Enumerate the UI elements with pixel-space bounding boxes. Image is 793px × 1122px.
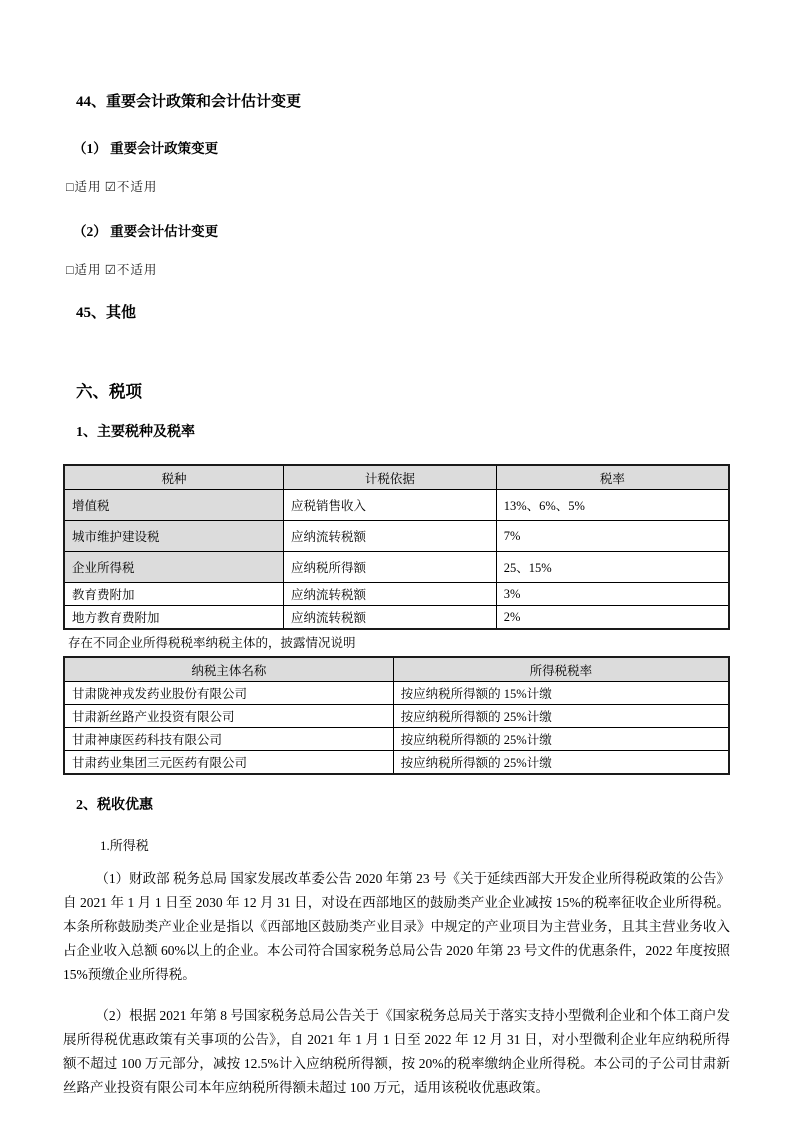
tax-type-cell: 教育费附加: [64, 583, 283, 606]
table-header-row: [64, 465, 729, 490]
entity-name-cell: 甘肃神康医药科技有限公司: [64, 728, 393, 751]
tax-rate-cell: 7%: [496, 521, 729, 552]
tax-type-cell: 增值税: [64, 490, 283, 521]
table-row: [64, 583, 729, 606]
entity-rate-cell: 按应纳税所得额的 25%计缴: [393, 705, 729, 728]
entity-name-cell: 甘肃新丝路产业投资有限公司: [64, 705, 393, 728]
table-row: [64, 751, 729, 775]
estimate-change-applicability: [63, 262, 730, 278]
tax-basis-cell: 应纳流转税额: [283, 521, 496, 552]
tax-type-cell: 城市维护建设税: [64, 521, 283, 552]
policy-change-applicability: [63, 179, 730, 195]
column-header-tax-type: 税种: [64, 465, 283, 490]
main-taxes-title: 1、主要税种及税率: [76, 425, 195, 440]
column-header-tax-basis: 计税依据: [283, 465, 496, 490]
table-row: [64, 606, 729, 630]
entity-name-cell: 甘肃药业集团三元医药有限公司: [64, 751, 393, 775]
tax-rate-cell: 13%、6%、5%: [496, 490, 729, 521]
tax-basis-cell: 应纳税所得额: [283, 552, 496, 583]
incentive-paragraph-2: （2）根据 2021 年第 8 号国家税务总局公告关于《国家税务总局关于落实支持小型微利企业和个体工商户发展所得税优惠政策有关事项的公告》，自 2021 年 1 月 1 日至 2022 年 12 月 31 日，对小型微利企业年应纳税所得额不超过 100 万元部分，减按 12.5%计入应纳税所得额，按 20%的税率缴纳企业所得税。本公司的子公司甘肃新丝路产业投资有限公司本年应纳税所得额未超过 100 万元，适用该税收优惠政策。: [63, 1008, 730, 1095]
applicable-checkbox-unchecked: □适用: [66, 180, 102, 194]
tax-basis-cell: 应纳流转税额: [283, 606, 496, 630]
section-44-1-title: （1） 重要会计政策变更: [73, 141, 219, 156]
column-header-entity-name: 纳税主体名称: [64, 657, 393, 682]
entity-rate-cell: 按应纳税所得额的 25%计缴: [393, 728, 729, 751]
tax-entity-table: [63, 656, 730, 775]
section-44-title: 44、重要会计政策和会计估计变更: [76, 94, 302, 110]
entity-rate-cell: 按应纳税所得额的 25%计缴: [393, 751, 729, 775]
income-tax-label: 1.所得税: [100, 838, 149, 853]
entity-rate-cell: 按应纳税所得额的 15%计缴: [393, 682, 729, 705]
not-applicable-checkbox-checked: ☑不适用: [104, 263, 158, 277]
entity-name-cell: 甘肃陇神戎发药业股份有限公司: [64, 682, 393, 705]
disclosure-note: 存在不同企业所得税税率纳税主体的，披露情况说明: [68, 636, 356, 650]
table-row: [64, 552, 729, 583]
applicable-checkbox-unchecked: □适用: [66, 263, 102, 277]
tax-rate-cell: 3%: [496, 583, 729, 606]
table-row: [64, 521, 729, 552]
chapter-6-title: 六、税项: [76, 382, 142, 401]
tax-incentives-title: 2、税收优惠: [76, 798, 153, 813]
section-44-2-title: （2） 重要会计估计变更: [73, 224, 219, 239]
column-header-tax-rate: 税率: [496, 465, 729, 490]
section-45-title: 45、其他: [76, 305, 137, 321]
tax-type-cell: 企业所得税: [64, 552, 283, 583]
table-row: [64, 490, 729, 521]
not-applicable-checkbox-checked: ☑不适用: [104, 180, 158, 194]
table-row: [64, 728, 729, 751]
tax-type-cell: 地方教育费附加: [64, 606, 283, 630]
tax-rate-cell: 2%: [496, 606, 729, 630]
table-row: [64, 705, 729, 728]
table-row: [64, 682, 729, 705]
table-header-row: [64, 657, 729, 682]
column-header-income-tax-rate: 所得税税率: [393, 657, 729, 682]
tax-rate-table: [63, 464, 730, 630]
tax-rate-cell: 25、15%: [496, 552, 729, 583]
incentive-paragraph-1: （1）财政部 税务总局 国家发展改革委公告 2020 年第 23 号《关于延续西部大开发企业所得税政策的公告》自 2021 年 1 月 1 日至 2030 年 12 月 31 日，对设在西部地区的鼓励类产业企业减按 15%的税率征收企业所得税。本条所称鼓励类产业企业是指以《西部地区鼓励类产业目录》中规定的产业项目为主营业务，且其主营业务收入占企业收入总额 60%以上的企业。本公司符合国家税务总局公告 2020 年第 23 号文件的优惠条件，2022 年度按照 15%预缴企业所得税。: [63, 871, 730, 982]
tax-basis-cell: 应纳流转税额: [283, 583, 496, 606]
tax-basis-cell: 应税销售收入: [283, 490, 496, 521]
